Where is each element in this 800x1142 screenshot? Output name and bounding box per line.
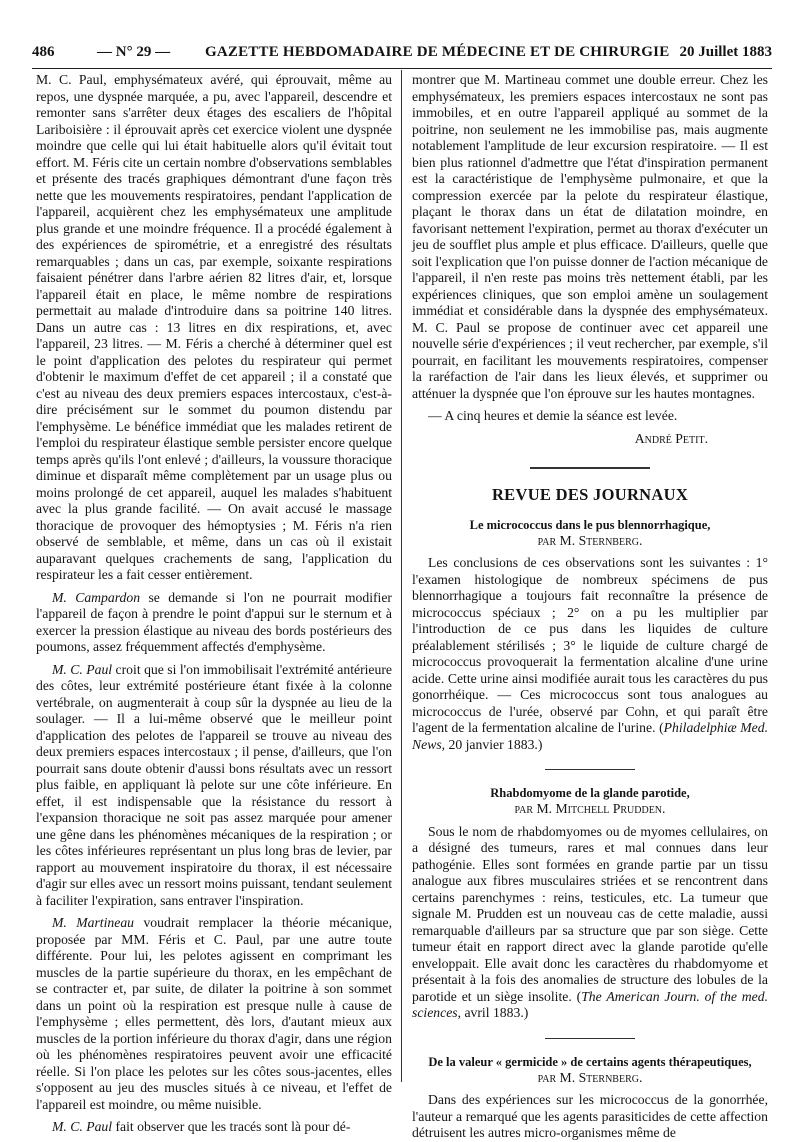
article-author: par M. Sternberg. — [537, 532, 643, 548]
article-body — [412, 1092, 768, 1142]
speaker-name: M. C. Paul — [52, 1119, 113, 1134]
session-closing: — A cinq heures et demie la séance est levée. — [428, 408, 678, 423]
article-text: Dans des expériences sur les micrococcus de la gonorrhée, l'auteur a remarqué que les agents parasiticides de cette affection détruisent les autres micro-organismes même de — [412, 1092, 768, 1140]
section-heading: REVUE DES JOURNAUX — [491, 485, 689, 504]
issue-number: — N° 29 — — [97, 44, 171, 60]
paragraph-campardon — [36, 590, 392, 656]
article-text: Sous le nom de rhabdomyomes ou de myomes cellulaires, on a désigné des tumeurs, rares et mal connues dans leur pathogénie. Elles sont formées en grande partie par un tissu analogue aux fibres musculaires striées et se rencontrent dans certains parenchymes : reins, testicules, etc. La tumeur que signale M. Prudden est un nouveau cas de cette maladie, aussi remarquable d'ailleurs par sa structure que par son siège. Cette tumeur était en rapport direct avec la glande parotide qu'elle enveloppait. Elle avait donc les caractères du rhabdomyome et présentait à la fois des anomalies de structure des lobules de la parotide et un siège insolite. ( — [412, 823, 768, 1004]
article-title: Rhabdomyome de la glande parotide, — [490, 786, 690, 800]
article-separator — [545, 1038, 635, 1039]
paragraph-text: croit que si l'on immobilisait l'extrémité antérieure des côtes, leur extrémité postérieure étant fixée à la colonne vertébrale, on augmenterait à coup sûr la dyspnée au lieu de la soulager. — Il a lui-même observé que le meilleur point d'application des pelotes de l'appareil se trouve au niveau des deux premiers espaces intercostaux ; il pense, d'ailleurs, que l'on pourrait sans doute obtenir d'aussi bons résultats avec un ressort plus faible, en appliquant là pelote sur une côte inférieure. En effet, il est indispensable que la résistance du ressort à l'expansion thoracique ne soit pas assez marquée pour amener une gêne dans les phénomènes mécaniques de la respiration ; or les côtes inférieures représentant un plus long bras de levier, par rapport au mouvement inspiratoire du thorax, il est nécessaire d'agir sur elles avec un ressort moins puissant, tendant seulement à faciliter l'expiration, sans entraver l'inspiration. — [36, 661, 392, 908]
author-signature: André Petit. — [634, 430, 708, 446]
article-author: par M. Sternberg. — [537, 1069, 643, 1085]
paragraph-c-paul-ribs — [36, 662, 392, 910]
paragraph-c-paul-observations: M. C. Paul, emphysémateux avéré, qui éprouvait, même au repos, une dyspnée marquée, a pu, avec l'appareil, descendre et remonter sans s'arrêter deux étages des escaliers de l'hôpital Lariboisière : il éprouvait après cet exercice violent une dyspnée moindre que celle qui lui était habituelle alors qu'il évitait tout effort. M. Féris cite un certain nombre d'observations semblables et présente des tracés graphiques démontrant d'une façon très nette que les mouvements respiratoires, pendant l'application de l'appareil, acquièrent chez les emphysémateux une amplitude plus grande et une moindre fréquence. Il a procédé également à des expériences de spirométrie, et a enregistré des résultats remarquables ; dans un cas, par exemple, soixante respirations faisaient pénétrer dans l'arbre aérien 82 litres d'air, et, lorsque l'appareil était en place, le même nombre de respirations permettait au malade d'introduire dans sa poitrine 140 litres. Dans un autre cas : 13 litres en dix respirations, et, avec l'appareil, 23 litres. — M. Féris a cherché à déterminer quel est le point d'application des pelotes du respirateur qui permet d'obtenir le maximum d'effet de cet appareil ; il a constaté que c'est au niveau des deux premiers espaces intercostaux, c'est-à-dire précisément sur le sommet du poumon distendu par l'emphysème. Le bénéfice immédiat que les malades retirent de l'emploi du respirateur élastique semble persister encore quelque temps après qu'ils l'ont enlevé ; d'ailleurs, la voussure thoracique diminue et disparaît même complètement par un usage plus ou moins prolongé de cet appareil, auquel les malades s'habituent avec la plus grande facilité. — On avait accusé le massage thoracique de provoquer des hémoptysies ; M. Féris n'a rien observé de semblable, et même, dans un cas où il existait auparavant quelques crachements de sang, l'application du respirateur les a fait cesser entièrement. — [36, 72, 392, 582]
journal-title: GAZETTE HEBDOMADAIRE DE MÉDECINE ET DE CHIRURGIE — [205, 44, 670, 60]
article-date: , avril 1883.) — [457, 1005, 529, 1020]
article-date: , 20 janvier 1883.) — [441, 736, 543, 752]
article-body — [412, 824, 768, 1022]
issue-date: 20 Juillet 1883 — [679, 44, 772, 60]
page-number: 486 — [32, 44, 55, 60]
section-separator — [530, 467, 650, 469]
article-title: Le micrococcus dans le pus blennorrhagique, — [469, 517, 711, 532]
page-header — [32, 40, 772, 64]
right-column — [412, 72, 768, 1142]
speaker-name: M. Campardon — [52, 589, 141, 605]
paragraph-c-paul-reply — [36, 1119, 392, 1136]
paragraph-martineau — [36, 915, 392, 1113]
header-rule — [32, 68, 772, 69]
left-column — [36, 72, 392, 1136]
article-body — [412, 555, 768, 753]
speaker-name: M. Martineau — [52, 915, 135, 930]
paragraph-text: se demande si l'on ne pourrait modifier l'appareil de façon à prendre le point d'appui sur le sternum et à exercer la pression élastique au niveau des bords postérieurs des poumons, assez fréquemment affectés d'emphysème. — [36, 589, 392, 654]
article-source: The American Journ. of the med. sciences — [412, 988, 768, 1020]
article-separator — [545, 769, 635, 770]
paragraph-text: fait observer que les tracés sont là pour dé- — [112, 1119, 351, 1134]
article-source: Philadelphiæ Med. News — [412, 720, 768, 752]
column-divider — [401, 70, 402, 1082]
article-text: Les conclusions de ces observations sont les suivantes : 1° l'examen histologique de nombreux spécimens de pus blennorrhagique a toujours fait reconnaître la présence de micrococcus spéciaux ; 2° on a pu les multiplier par l'introduction de ce pus dans les liquides de culture préalablement stérilisés ; 3° le liquide de culture chargé de micrococcus provoquerait la fermentation alcaline d'une urine acide. Cette urine ainsi modifiée aurait tous les caractères du pus gonorrhéique. — Ces micrococcus sont tous analogues au micrococcus de l'urée, observé par Cohn, et qui paraît être l'agent de la fermentation alcaline de l'urine. ( — [412, 555, 768, 735]
article-title: De la valeur « germicide » de certains agents thérapeutiques, — [428, 1054, 752, 1069]
speaker-name: M. C. Paul — [52, 661, 113, 677]
article-author: par M. Mitchell Prudden. — [514, 801, 666, 816]
paragraph-c-paul-reply-continued: montrer que M. Martineau commet une double erreur. Chez les emphysémateux, les premiers espaces intercostaux ne sont pas immobiles, et en outre l'appareil appliqué au sommet de la poitrine, non seulement ne les immobilise pas, mais augmente notablement l'amplitude de leur excursion respiratoire. — Il est bien plus rationnel d'admettre que l'état d'inspiration permanent est la caractéristique de l'emphysème pulmonaire, et que la compression exercée par la pelote du respirateur élastique, plaçant le thorax dans un état de dilatation moindre, en favorisant nettement l'expiration, permet au thorax d'exécuter un jeu de soufflet plus ample et plus efficace. D'ailleurs, quelle que soit l'explication que l'on puisse donner de l'action mécanique de l'appareil, il n'en reste pas moins très nettement établi, par les expériences cliniques, que son emploi amène un soulagement immédiat et considérable dans la dyspnée des emphysémateux. M. C. Paul se propose de continuer avec cet appareil une nouvelle série d'expériences ; il veut rechercher, par exemple, s'il pourrait, en facilitant les mouvements respiratoires, compenser la raréfaction de l'air dans les lieux élevés, et supprimer ou atténuer la dyspnée que l'on éprouve sur les hautes montagnes. — [412, 72, 768, 401]
paragraph-text: voudrait remplacer la théorie mécanique, proposée par MM. Féris et C. Paul, par une autre toute différente. Pour lui, les pelotes agissent en comprimant les muscles de la partie supérieure du thorax, en les empêchant de se contracter et, par suite, de dilater la poitrine à son sommet dans un point où la respiration est presque nulle à cause de l'emphysème ; elles permettent, dès lors, d'autant mieux aux muscles de la portion inférieure du thorax d'agir, dans une région où les phénomènes respiratoires peuvent avoir une efficacité réelle. Si l'on place les pelotes sur les côtes sous-jacentes, elles s'opposent au jeu des muscles situés à ce niveau, et l'effet de l'appareil est moindre, ou même nuisible. — [36, 915, 392, 1112]
